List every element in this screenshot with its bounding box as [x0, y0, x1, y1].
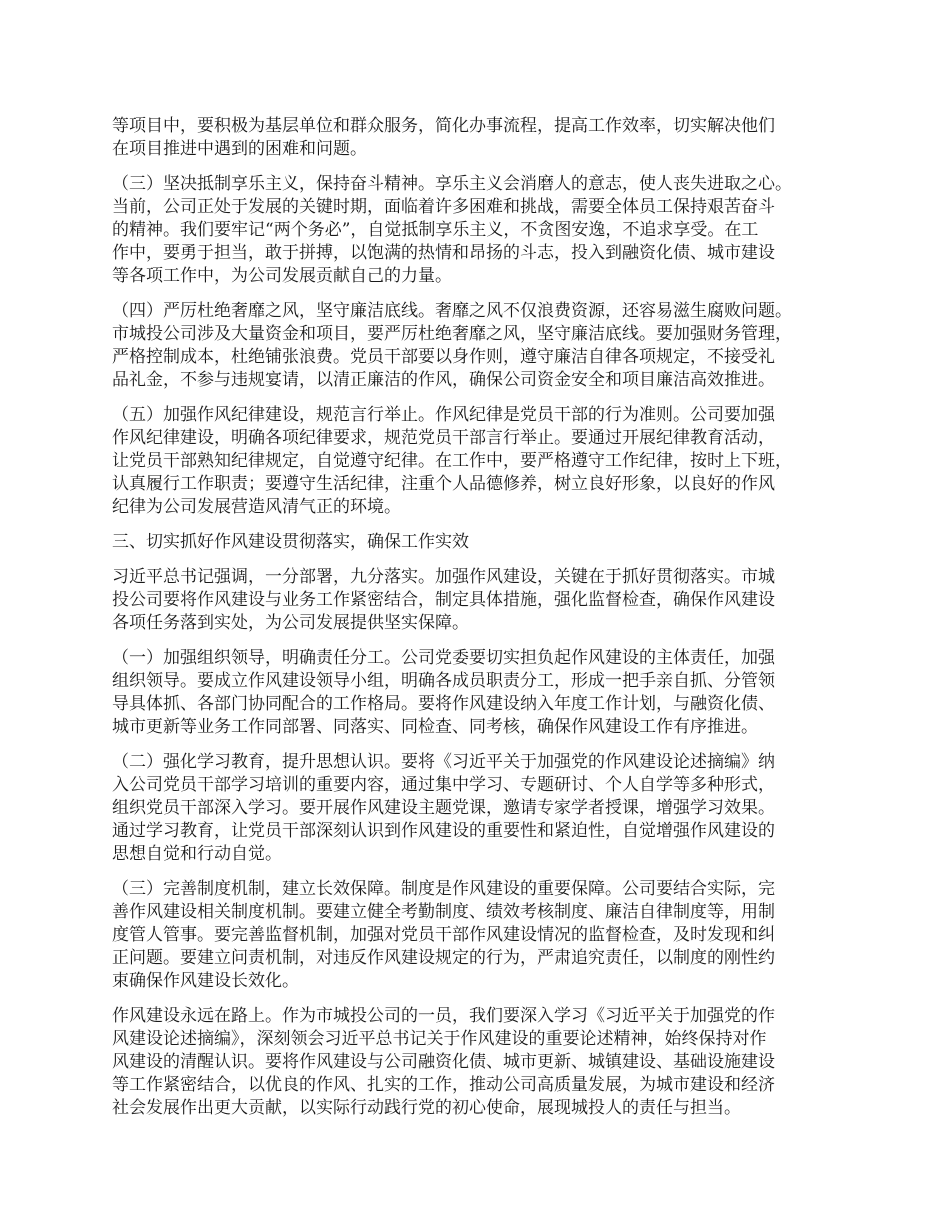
text-line: 善作风建设相关制度机制。要建立健全考勤制度、绩效考核制度、廉洁自律制度等，用制 [112, 902, 775, 922]
text-line: 等各项工作中，为公司发展贡献自己的力量。 [112, 266, 452, 286]
paragraph [112, 300, 862, 392]
paragraph [112, 115, 862, 161]
paragraph [112, 647, 862, 739]
text-line: 入公司党员干部学习培训的重要内容，通过集中学习、专题研讨、个人自学等多种形式， [112, 775, 775, 795]
text-line: 市城投公司涉及大量资金和项目，要严厉杜绝奢靡之风，坚守廉洁底线。要加强财务管理， [112, 324, 792, 344]
text-line: 等工作紧密结合，以优良的作风、扎实的工作，推动公司高质量发展，为城市建设和经济 [112, 1075, 775, 1095]
text-line: 让党员干部熟知纪律规定，自觉遵守纪律。在工作中，要严格遵守工作纪律，按时上下班， [112, 451, 792, 471]
text-line: 认真履行工作职责；要遵守生活纪律，注重个人品德修养，树立良好形象，以良好的作风 [112, 474, 775, 494]
text-line: 束确保作风建设长效化。 [112, 971, 299, 991]
text-line: 当前，公司正处于发展的关键时期，面临着许多困难和挑战，需要全体员工保持艰苦奋斗 [112, 197, 775, 217]
paragraph [112, 404, 862, 519]
text-line: （四）严厉杜绝奢靡之风，坚守廉洁底线。奢靡之风不仅浪费资源，还容易滋生腐败问题。 [112, 301, 792, 321]
text-line: 风建设论述摘编》，深刻领会习近平总书记关于作风建设的重要论述精神，始终保持对作 [112, 1029, 767, 1049]
text-line: 等项目中，要积极为基层单位和群众服务，简化办事流程，提高工作效率，切实解决他们 [112, 116, 775, 136]
text-line: 习近平总书记强调，一分部署，九分落实。加强作风建设，关键在于抓好贯彻落实。市城 [112, 567, 775, 587]
text-line: 三、切实抓好作风建设贯彻落实，确保工作实效 [112, 532, 469, 552]
paragraph [112, 566, 862, 635]
paragraph [112, 173, 862, 288]
text-line: 社会发展作出更大贡献，以实际行动践行党的初心使命，展现城投人的责任与担当。 [112, 1098, 741, 1118]
text-line: 作中，要勇于担当，敢于拼搏，以饱满的热情和昂扬的斗志，投入到融资化债、城市建设 [112, 243, 775, 263]
paragraph [112, 1005, 862, 1120]
text-line: 严格控制成本，杜绝铺张浪费。党员干部要以身作则，遵守廉洁自律各项规定，不接受礼 [112, 347, 775, 367]
text-line: （二）强化学习教育，提升思想认识。要将《习近平关于加强党的作风建设论述摘编》纳 [112, 752, 775, 772]
text-line: 组织党员干部深入学习。要开展作风建设主题党课，邀请专家学者授课，增强学习效果。 [112, 798, 775, 818]
paragraph [112, 751, 862, 866]
paragraph [112, 878, 862, 993]
text-line: （一）加强组织领导，明确责任分工。公司党委要切实担负起作风建设的主体责任，加强 [112, 648, 775, 668]
text-line: 作风纪律建设，明确各项纪律要求，规范党员干部言行举止。要通过开展纪律教育活动， [112, 428, 775, 448]
text-line: （五）加强作风纪律建设，规范言行举止。作风纪律是党员干部的行为准则。公司要加强 [112, 405, 775, 425]
text-line: （三）完善制度机制，建立长效保障。制度是作风建设的重要保障。公司要结合实际，完 [112, 879, 775, 899]
text-line: 组织领导。要成立作风建设领导小组，明确各成员职责分工，形成一把手亲自抓、分管领 [112, 671, 775, 691]
text-line: 风建设的清醒认识。要将作风建设与公司融资化债、城市更新、城镇建设、基础设施建设 [112, 1052, 775, 1072]
text-line: 品礼金，不参与违规宴请，以清正廉洁的作风，确保公司资金安全和项目廉洁高效推进。 [112, 370, 775, 390]
text-line: 在项目推进中遇到的困难和问题。 [112, 139, 367, 159]
text-line: 的精神。我们要牢记“两个务必”，自觉抵制享乐主义，不贪图安逸，不追求享受。在工 [112, 220, 759, 240]
text-line: 投公司要将作风建设与业务工作紧密结合，制定具体措施，强化监督检查，确保作风建设 [112, 590, 775, 610]
section-heading [112, 531, 862, 554]
text-line: 城市更新等业务工作同部署、同落实、同检查、同考核，确保作风建设工作有序推进。 [112, 717, 758, 737]
text-line: 思想自觉和行动自觉。 [112, 844, 282, 864]
text-line: 导具体抓、各部门协同配合的工作格局。要将作风建设纳入年度工作计划，与融资化债、 [112, 694, 775, 714]
text-line: 正问题。要建立问责机制，对违反作风建设规定的行为，严肃追究责任，以制度的刚性约 [112, 948, 775, 968]
text-line: 纪律为公司发展营造风清气正的环境。 [112, 497, 401, 517]
text-line: 各项任务落到实处，为公司发展提供坚实保障。 [112, 613, 469, 633]
text-line: （三）坚决抵制享乐主义，保持奋斗精神。享乐主义会消磨人的意志，使人丧失进取之心。 [112, 174, 792, 194]
text-line: 度管人管事。要完善监督机制，加强对党员干部作风建设情况的监督检查，及时发现和纠 [112, 925, 775, 945]
text-line: 作风建设永远在路上。作为市城投公司的一员，我们要深入学习《习近平关于加强党的作 [112, 1006, 775, 1026]
document-body [112, 115, 862, 1132]
text-line: 通过学习教育，让党员干部深刻认识到作风建设的重要性和紧迫性，自觉增强作风建设的 [112, 821, 775, 841]
